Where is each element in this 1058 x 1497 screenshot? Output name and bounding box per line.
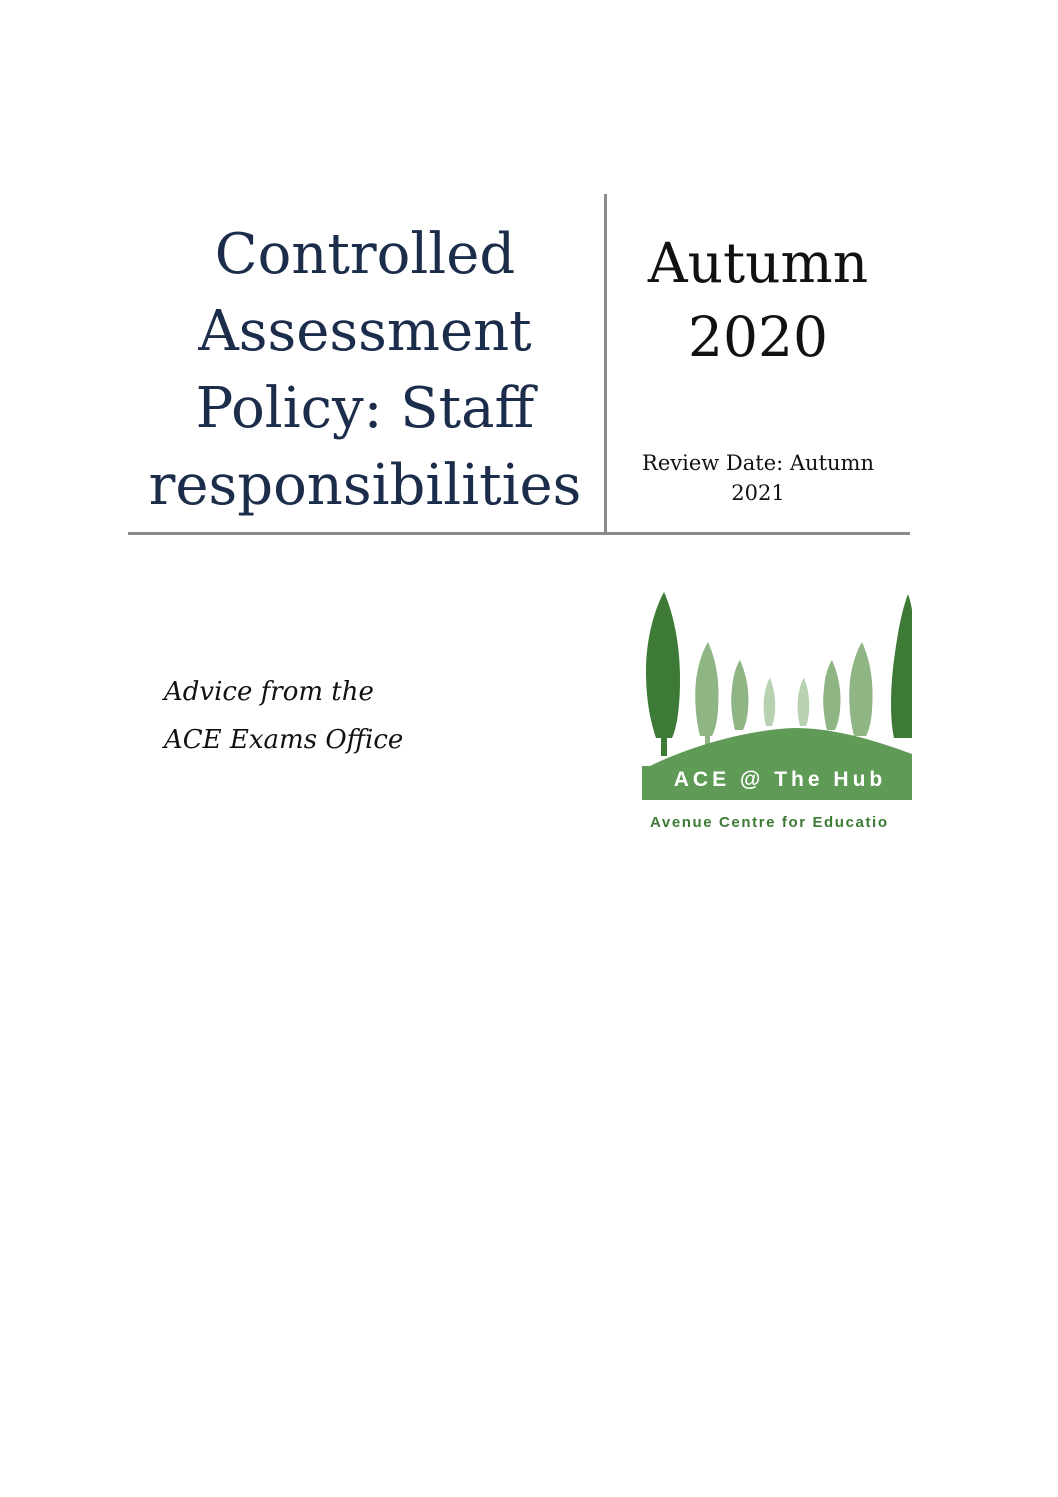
title-line-4: responsibilities bbox=[148, 453, 582, 518]
ace-hub-logo-graphic bbox=[624, 570, 912, 836]
advice-line-2: ACE Exams Office bbox=[164, 725, 404, 755]
logo-banner-text: ACE @ The Hub bbox=[673, 768, 887, 791]
title-line-2: Assessment bbox=[198, 299, 532, 364]
review-date-year: 2021 bbox=[731, 481, 785, 505]
ace-hub-logo bbox=[624, 570, 912, 836]
issue-date-season: Autumn bbox=[647, 231, 869, 295]
title-line-1: Controlled bbox=[214, 222, 516, 287]
review-date-label: Review Date: Autumn bbox=[642, 451, 874, 475]
advice-line-1: Advice from the bbox=[164, 677, 374, 707]
issue-date-year: 2020 bbox=[688, 305, 828, 369]
horizontal-divider bbox=[128, 532, 910, 535]
logo-caption: Avenue Centre for Educatio bbox=[650, 814, 889, 831]
title-line-3: Policy: Staff bbox=[195, 376, 535, 441]
review-date bbox=[612, 448, 904, 508]
issue-date bbox=[612, 226, 904, 374]
document-title bbox=[130, 216, 600, 524]
advice-text bbox=[164, 668, 524, 764]
vertical-divider bbox=[604, 194, 607, 532]
